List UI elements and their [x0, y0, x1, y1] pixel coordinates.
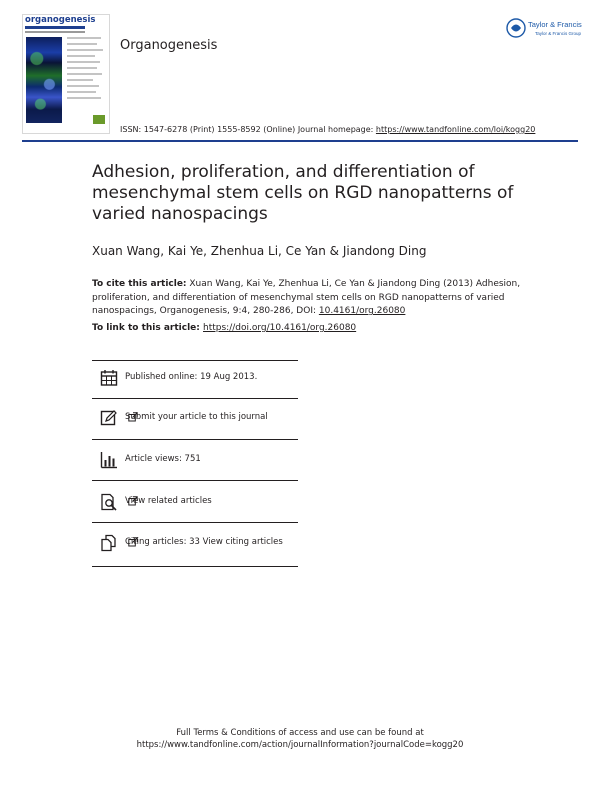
divider — [92, 522, 298, 523]
article-title: Adhesion, proliferation, and differentiation of mesenchymal stem cells on RGD nanopatterns of varied nanospacings — [92, 162, 514, 224]
cite-text: Xuan Wang, Kai Ye, Zhenhua Li, Ce Yan & Jiandong Ding (2013) Adhesion, proliferation, and differentiation of mesenchymal stem cells on RGD nanopatterns of varied nanospacings, Organogenesis, 9:4, 280-286, DOI: — [92, 279, 521, 316]
cover-wordmark: organogenesis — [25, 15, 85, 29]
footer — [0, 727, 600, 751]
citing-label: Citing articles: 33 View citing articles — [125, 537, 283, 547]
issn-line — [120, 125, 535, 134]
divider — [92, 398, 298, 399]
divider — [92, 360, 298, 361]
submit-label: Submit your article to this journal — [125, 412, 268, 422]
divider — [92, 566, 298, 567]
cover-badge — [93, 115, 105, 124]
published-date: Published online: 19 Aug 2013. — [125, 372, 258, 382]
copy-documents-icon — [100, 534, 118, 552]
header-rule — [22, 140, 578, 142]
divider — [92, 480, 298, 481]
footer-terms-text: Full Terms & Conditions of access and use can be found at — [176, 728, 424, 738]
article-link[interactable]: https://doi.org/10.4161/org.26080 — [203, 323, 357, 333]
external-link-icon — [128, 496, 138, 506]
edit-icon — [100, 409, 118, 427]
related-label: View related articles — [125, 496, 212, 506]
external-link-icon — [128, 412, 138, 422]
external-link-icon — [128, 537, 138, 547]
publisher-logo — [505, 16, 585, 40]
views-count: Article views: 751 — [125, 454, 201, 464]
publisher-tagline: Taylor & Francis Group — [535, 31, 582, 36]
doi-link[interactable]: 10.4161/org.26080 — [318, 306, 406, 316]
journal-cover — [22, 14, 110, 134]
cover-subline — [25, 31, 85, 33]
footer-terms-link[interactable]: https://www.tandfonline.com/action/journalInformation?journalCode=kogg20 — [136, 740, 464, 750]
link-block — [92, 323, 356, 333]
journal-homepage-link[interactable]: https://www.tandfonline.com/loi/kogg20 — [375, 125, 536, 134]
calendar-icon — [100, 369, 118, 387]
article-authors: Xuan Wang, Kai Ye, Zhenhua Li, Ce Yan & Jiandong Ding — [92, 244, 427, 258]
cover-image — [26, 37, 62, 123]
citation-block — [92, 278, 532, 319]
publisher-logo-icon — [505, 16, 585, 40]
cite-label: To cite this article: — [92, 279, 187, 289]
issn-text: ISSN: 1547-6278 (Print) 1555-8592 (Online) Journal homepage: — [120, 125, 376, 134]
link-label: To link to this article: — [92, 323, 204, 333]
divider — [92, 439, 298, 440]
cover-text-lines — [67, 37, 105, 103]
publisher-name: Taylor & Francis — [528, 20, 582, 29]
bar-chart-icon — [100, 451, 118, 469]
journal-name: Organogenesis — [120, 38, 218, 53]
search-document-icon — [100, 493, 118, 511]
